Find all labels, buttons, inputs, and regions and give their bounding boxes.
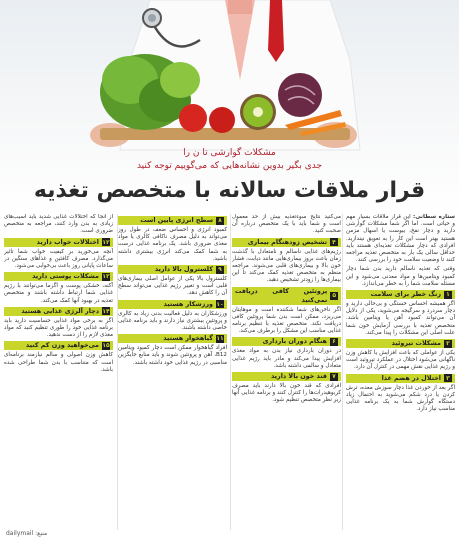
section-number-badge: ۱۵ — [102, 342, 110, 350]
section-heading — [232, 238, 341, 247]
section-number-badge: ۱۴ — [102, 307, 110, 315]
paragraph-text: از آنجا که اختلالات غذایی شدید باید آسیب‌های زیادی به بدن وارد کنند، مراجعه به متخصص ضروری است. — [4, 214, 113, 235]
paragraph — [346, 350, 455, 372]
paragraph-text: در دوران بارداری نیاز بدن به مواد مغذی افزایش پیدا می‌کند و مادر باید رژیم غذایی متعادل و سالمی داشته باشد. — [232, 348, 341, 369]
paragraph — [4, 283, 113, 305]
paragraph — [346, 214, 455, 264]
paragraph — [4, 318, 113, 340]
section-heading — [4, 272, 113, 281]
section-heading — [4, 238, 113, 247]
section-number-badge: ۷ — [330, 373, 338, 381]
section-heading-text: ورزشکار هستید — [163, 299, 213, 308]
section-number-badge: ۹ — [216, 266, 224, 274]
section-heading — [346, 374, 455, 383]
section-heading-text: مشکلات تیروئید — [391, 339, 441, 348]
paragraph-text: آکنه، خشکی پوست و اگزما می‌توانند با رژیم غذایی شما ارتباط داشته باشند و متخصص تغذیه در بهبود آنها کمک می‌کند. — [4, 283, 113, 304]
article-column — [4, 214, 113, 532]
paragraph — [4, 352, 113, 374]
section-number-badge: ۱۳ — [102, 273, 110, 281]
article-column — [232, 214, 341, 532]
section-heading-text: اختلالات خواب دارید — [36, 237, 99, 246]
section-heading — [232, 372, 341, 381]
section-heading-text: هنگام دوران بارداری — [262, 337, 327, 346]
byline: ستاره سطانی: — [413, 214, 455, 220]
paragraph — [232, 307, 341, 336]
paragraph — [232, 383, 341, 405]
section-number-badge: ۱۰ — [216, 300, 224, 308]
section-heading-text: پروتئین کافی دریافت نمی‌کنید — [235, 286, 328, 304]
source-credit: منبع: dailymail — [6, 530, 48, 537]
headline — [0, 146, 459, 214]
paragraph-text: کاهش وزن اصولی و سالم نیازمند برنامه‌ای است که متناسب با بدن شما طراحی شده باشد. — [4, 352, 113, 373]
paragraph-text: می‌کنید نتایج سوءتغذیه بیش از حد معمول است و شما باید با یک متخصص درباره آن صحبت کنید. — [232, 214, 341, 235]
section-heading-text: می‌خواهید وزن کم کنید — [25, 341, 99, 350]
article-column — [118, 214, 227, 532]
section-number-badge: ۲ — [444, 340, 452, 348]
paragraph-text: اگر بعد از خوردن غذا دچار سوزش معده، ترش کردن یا درد شکم می‌شوید به احتمال زیاد دستگاه گوارش شما به یک برنامه غذایی مناسب نیاز دارد. — [346, 384, 455, 413]
section-heading-text: مشکلات پوستی دارید — [32, 272, 99, 281]
paragraph — [232, 214, 341, 236]
section-number-badge: ۱۲ — [102, 238, 110, 246]
paragraph — [4, 214, 113, 236]
paragraph — [118, 276, 227, 298]
section-heading-text: قند خون بالا دارید — [270, 372, 327, 381]
section-heading — [4, 341, 113, 350]
section-heading-text: اختلال در هضم غذا — [381, 373, 441, 382]
section-heading-text: کلسترول بالا دارید — [154, 265, 213, 274]
paragraph — [4, 249, 113, 271]
paragraph-text: یکی از عواملی که باعث افزایش یا کاهش وزن ناگهانی می‌شود اختلال در عملکرد تیروئید است و رژیم غذایی نقش مهمی در کنترل آن دارد. — [346, 350, 455, 371]
section-number-badge: ۱ — [444, 291, 452, 299]
paragraph-text: رژیم‌های غذایی ناسالم و نامتعادل با گذشت زمان باعث بروز بیماری‌هایی مانند دیابت، فشار خون بالا و بیماری‌های قلبی می‌شوند. مراجعه منظم به متخصص تغذیه کمک می‌کند تا این بیماری‌ها را زودتر تشخیص دهید. — [232, 248, 341, 284]
paragraph-text: اگر به برخی مواد غذایی حساسیت دارید باید برنامه غذایی خود را طوری تنظیم کنید که مواد مغذی لازم را از دست ندهید. — [4, 317, 113, 339]
section-number-badge: ۸ — [216, 217, 224, 225]
section-heading — [118, 300, 227, 309]
paragraph — [118, 311, 227, 333]
article-columns — [4, 214, 455, 532]
paragraph-text: این قرار ملاقات بسیار مهم و حیاتی است. اما اگر شما مشکلات گوارشی دارید و دچار نفخ، یبوست یا اسهال مزمن هستید بهتر است این کار را به تعویق نیندازید. افرادی که دچار مشکلات تغذیه‌ای هستند باید حداقل سالی یک بار به متخصص تغذیه مراجعه کنند تا وضعیت سلامت خود را بررسی کنند. — [346, 214, 455, 264]
section-heading-text: دچار آلرژی غذایی هستید — [21, 306, 99, 315]
paragraph-text: ورزشکاران به دلیل فعالیت بدنی زیاد به کالری و پروتئین بیشتری نیاز دارند و باید برنامه غذایی خاصی داشته باشند. — [118, 310, 227, 332]
section-number-badge: ۳ — [444, 374, 452, 382]
section-heading — [118, 334, 227, 343]
paragraph-text: کلسترول بالا یکی از عوامل اصلی بیماری‌های قلبی است و تغییر رژیم غذایی می‌تواند سطح آن را کاهش دهد. — [118, 276, 227, 297]
section-heading — [4, 307, 113, 316]
paragraph — [118, 227, 227, 263]
section-number-badge: ۶ — [330, 338, 338, 346]
paragraph-text: اگر ناخن‌های شما شکننده است و موهایتان می‌ریزد، ممکن است بدن شما پروتئین کافی دریافت نکند. متخصص تغذیه با تنظیم برنامه غذایی مناسب این مشکل را برطرف می‌کند. — [232, 306, 341, 335]
paragraph-text: افرادی که قند خون بالا دارند باید مصرف کربوهیدرات‌ها را کنترل کنند و برنامه غذایی آنها زیر نظر متخصص تنظیم شود. — [232, 383, 341, 404]
section-heading-text: تشخیص زودهنگام بیماری — [247, 237, 327, 246]
kicker-line-1: مشکلات گوارشی تا ن را — [183, 148, 276, 158]
paragraph-text: اگر همیشه احساس خستگی و بی‌حالی دارید و دچار سردرد و سرگیجه می‌شوید، یکی از دلایل آن می‌تواند کمبود آهن یا ویتامین باشد. متخصص تغذیه با بررسی آزمایش خون شما علت اصلی این مشکلات را پیدا می‌کند. — [346, 301, 455, 336]
paragraph — [346, 301, 455, 337]
article-column — [346, 214, 455, 532]
section-number-badge: ۵ — [330, 292, 338, 300]
kicker-line-2: جدی بگیر بدوین نشانه‌هایی که می‌گوییم توجه کنید — [136, 161, 323, 171]
paragraph-text: کمبود انرژی و احساس ضعف در طول روز می‌تواند به دلیل مصرف ناکافی کالری یا مواد مغذی ضروری باشد. یک برنامه غذایی درست به شما کمک می‌کند انرژی بیشتری داشته باشید. — [118, 227, 227, 262]
section-heading — [346, 290, 455, 299]
section-heading — [346, 339, 455, 348]
section-number-badge: ۱۱ — [216, 335, 224, 343]
section-heading — [118, 216, 227, 225]
paragraph-text: وقتی که تغذیه ناسالم دارید بدن شما دچار کمبود ویتامین‌ها و مواد معدنی می‌شود و این مسئله سلامت شما را به خطر می‌اندازد. — [346, 266, 455, 287]
section-heading — [118, 265, 227, 274]
section-heading-text: گیاهخوار هستید — [163, 334, 213, 343]
section-heading-text: سطح انرژی پایین است — [140, 216, 213, 224]
paragraph — [232, 249, 341, 285]
paragraph — [346, 266, 455, 288]
paragraph-text: افراد گیاهخوار ممکن است دچار کمبود ویتامین B12، آهن و پروتئین شوند و باید منابع جایگزین مناسبی در رژیم غذایی خود داشته باشند. — [118, 345, 227, 366]
paragraph — [346, 385, 455, 414]
paragraph — [232, 348, 341, 370]
section-heading-text: زنگ خطر برای سلامت — [370, 290, 441, 299]
section-heading — [232, 337, 341, 346]
section-number-badge: ۴ — [330, 238, 338, 246]
section-heading — [232, 287, 341, 305]
paragraph-text: آنچه می‌خورید بر کیفیت خواب شما تاثیر می‌گذارد. مصرف کافئین و غذاهای سنگین در ساعات پایانی روز باعث بی‌خوابی می‌شود. — [4, 248, 113, 270]
paragraph — [118, 345, 227, 367]
page-title: قرار ملاقات سالانه با متخصص تغذیه — [33, 178, 426, 203]
